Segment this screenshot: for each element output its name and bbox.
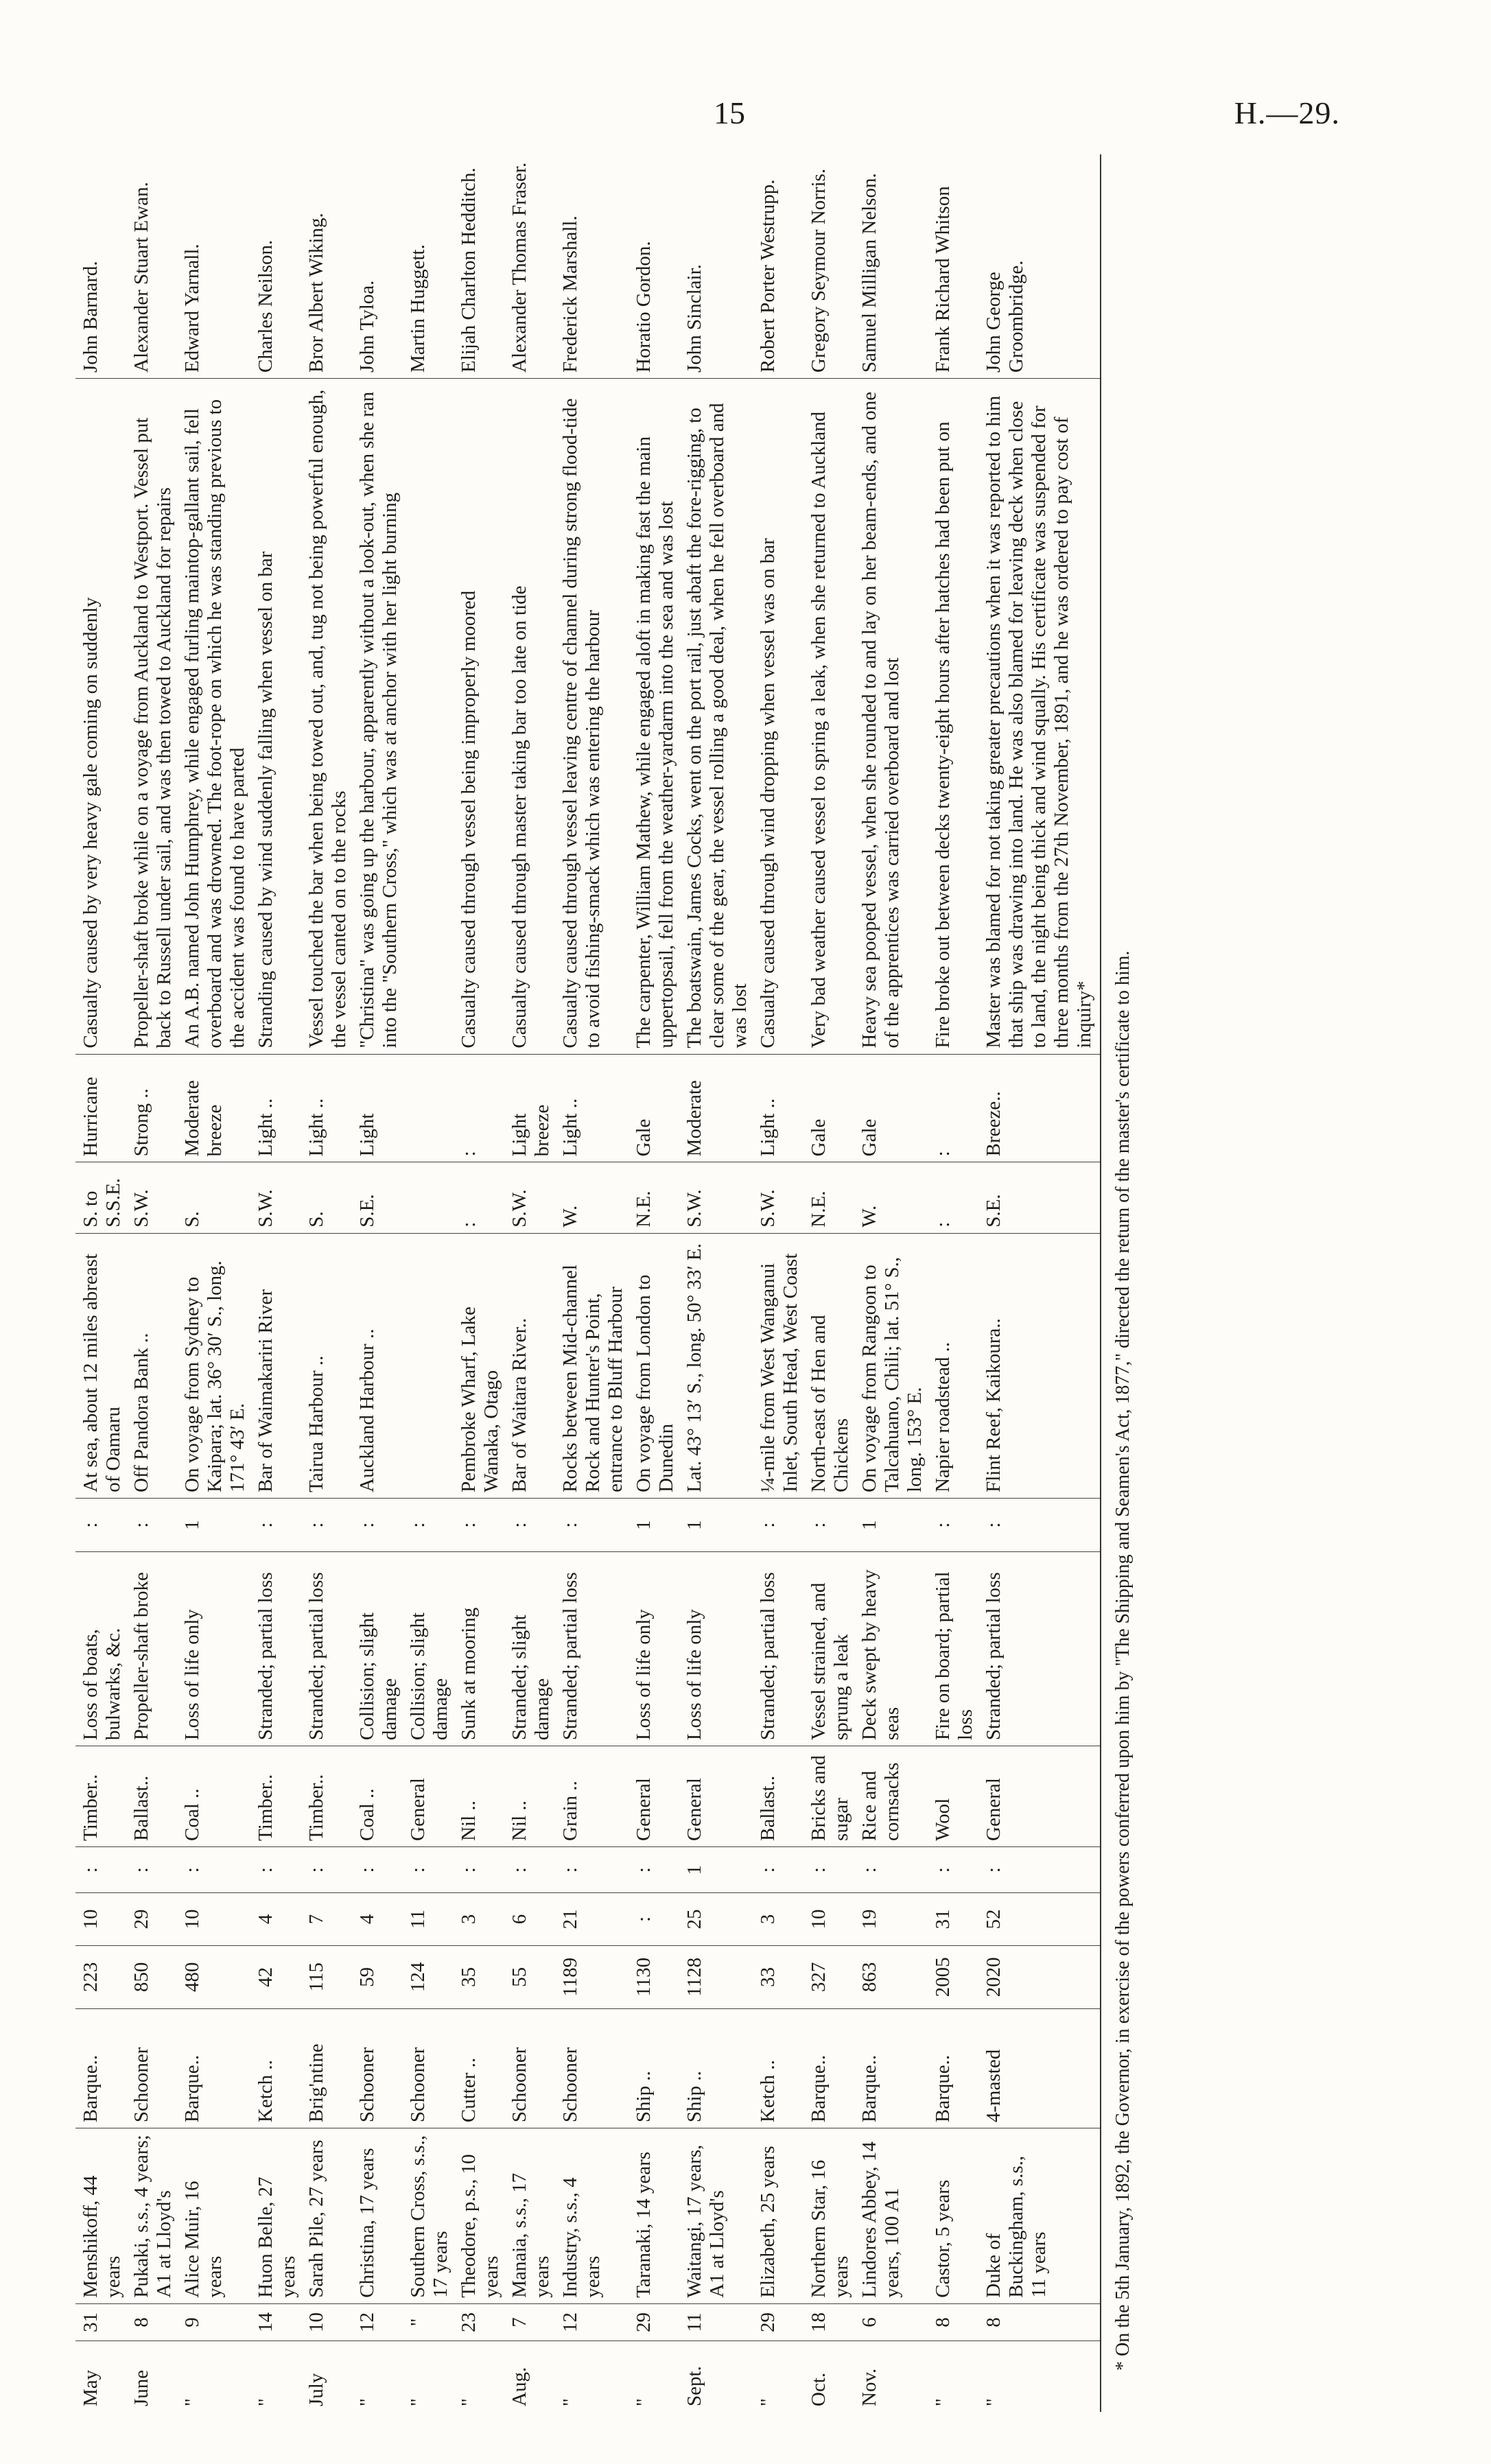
month-cell: June xyxy=(130,2369,152,2406)
table-row xyxy=(355,154,406,2412)
crew-cell: 52 xyxy=(981,1893,1101,1945)
crew-cell: 4 xyxy=(253,1893,304,1945)
passengers-cell: : xyxy=(75,1846,129,1892)
rig-cell: Schooner xyxy=(406,2009,456,2128)
lives-lost-cell: 1 xyxy=(180,1498,253,1551)
tonnage-cell: 115 xyxy=(304,1945,355,2008)
day-cell: 10 xyxy=(304,2303,355,2340)
cargo-cell: Wool xyxy=(930,1746,981,1847)
lives-lost-cell: : xyxy=(406,1498,456,1551)
table-row xyxy=(981,154,1101,2412)
month-cell: Aug. xyxy=(508,2367,530,2406)
casualty-table xyxy=(75,154,1101,2412)
passengers-cell: : xyxy=(507,1846,558,1892)
lives-lost-cell: : xyxy=(981,1498,1101,1551)
wind-direction-cell: S.W. xyxy=(253,1162,304,1233)
month-cell: " xyxy=(255,2398,277,2406)
vessel-cell: Northern Star, 16 years xyxy=(806,2128,857,2304)
lives-lost-cell: : xyxy=(930,1498,981,1551)
rotated-table-container xyxy=(75,154,1413,2412)
place-cell xyxy=(406,1233,456,1498)
month-cell: Nov. xyxy=(858,2368,880,2406)
vessel-cell: Lindores Abbey, 14 years, 100 A1 xyxy=(857,2128,930,2304)
tonnage-cell: 2020 xyxy=(981,1945,1101,2008)
nature-cell: Stranded; partial loss xyxy=(253,1552,304,1746)
nature-cell: Vessel strained, and sprung a leak xyxy=(806,1552,857,1746)
lives-lost-cell: : xyxy=(507,1498,558,1551)
nature-cell: Stranded; partial loss xyxy=(755,1552,806,1746)
rig-cell: 4-masted xyxy=(981,2009,1101,2128)
day-cell: 18 xyxy=(806,2303,857,2340)
wind-direction-cell: S.E. xyxy=(355,1162,406,1233)
passengers-cell: : xyxy=(755,1846,806,1892)
nature-cell: Collision; slight damage xyxy=(406,1552,456,1746)
wind-force-cell: Strong .. xyxy=(129,1054,180,1162)
wind-force-cell: Light breeze xyxy=(507,1054,558,1162)
table-row xyxy=(180,154,253,2412)
lives-lost-cell: : xyxy=(304,1498,355,1551)
rig-cell: Ketch .. xyxy=(253,2009,304,2128)
place-cell: At sea, about 12 miles abreast of Oamaru xyxy=(75,1233,129,1498)
wind-direction-cell: S.W. xyxy=(507,1162,558,1233)
wind-force-cell xyxy=(406,1054,456,1162)
tonnage-cell: 863 xyxy=(857,1945,930,2008)
officer-cell: Gregory Seymour Norris. xyxy=(806,154,857,379)
day-cell: 29 xyxy=(755,2303,806,2340)
table-row xyxy=(304,154,355,2412)
nature-cell: Fire on board; partial loss xyxy=(930,1552,981,1746)
table-row xyxy=(406,154,456,2412)
wind-force-cell: Gale xyxy=(631,1054,682,1162)
cause-cell xyxy=(406,379,456,1055)
rig-cell: Barque.. xyxy=(930,2009,981,2128)
lives-lost-cell: : xyxy=(755,1498,806,1551)
place-cell: On voyage from Rangoon to Talcahuano, Chili; lat. 51° S., long. 153° E. xyxy=(857,1233,930,1498)
cargo-cell: General xyxy=(682,1746,755,1847)
vessel-cell: Sarah Pile, 27 years xyxy=(304,2128,355,2304)
rig-cell: Brig'ntine xyxy=(304,2009,355,2128)
nature-cell: Loss of boats, bulwarks, &c. xyxy=(75,1552,129,1746)
crew-cell: 3 xyxy=(755,1893,806,1945)
tonnage-cell: 850 xyxy=(129,1945,180,2008)
vessel-cell: Christina, 17 years xyxy=(355,2128,406,2304)
series-number: H.—29. xyxy=(1234,95,1340,130)
cause-cell: Casualty caused through vessel leaving centre of channel during strong flood-tide to avoid fishing-smack which was entering the harbour xyxy=(558,379,631,1055)
tonnage-cell: 223 xyxy=(75,1945,129,2008)
nature-cell: Stranded; partial loss xyxy=(981,1552,1101,1746)
place-cell: ¼-mile from West Wanganui Inlet, South Head, West Coast xyxy=(755,1233,806,1498)
cargo-cell: General xyxy=(981,1746,1101,1847)
month-cell: " xyxy=(757,2398,779,2406)
passengers-cell: : xyxy=(857,1846,930,1892)
vessel-cell: Alice Muir, 16 years xyxy=(180,2128,253,2304)
officer-cell: John George Groombridge. xyxy=(981,154,1101,379)
cause-cell: Stranding caused by wind suddenly falling when vessel on bar xyxy=(253,379,304,1055)
rig-cell: Cutter .. xyxy=(456,2009,507,2128)
nature-cell: Propeller-shaft broke xyxy=(129,1552,180,1746)
lives-lost-cell: : xyxy=(806,1498,857,1551)
table-row xyxy=(75,154,129,2412)
officer-cell: Elijah Charlton Hedditch. xyxy=(456,154,507,379)
crew-cell: 6 xyxy=(507,1893,558,1945)
crew-cell: 29 xyxy=(129,1893,180,1945)
lives-lost-cell: : xyxy=(75,1498,129,1551)
rig-cell: Schooner xyxy=(129,2009,180,2128)
crew-cell: 11 xyxy=(406,1893,456,1945)
officer-cell: Frank Richard Whitson xyxy=(930,154,981,379)
month-cell: " xyxy=(932,2398,954,2406)
month-cell: May xyxy=(80,2369,102,2406)
cargo-cell: General xyxy=(406,1746,456,1847)
passengers-cell: : xyxy=(981,1846,1101,1892)
passengers-cell: : xyxy=(558,1846,631,1892)
rig-cell: Ship .. xyxy=(682,2009,755,2128)
passengers-cell: : xyxy=(930,1846,981,1892)
place-cell: Tairua Harbour .. xyxy=(304,1233,355,1498)
crew-cell: 31 xyxy=(930,1893,981,1945)
lives-lost-cell: : xyxy=(558,1498,631,1551)
nature-cell: Loss of life only xyxy=(682,1552,755,1746)
place-cell: On voyage from Sydney to Kaipara; lat. 36° 30′ S., long. 171° 43′ E. xyxy=(180,1233,253,1498)
nature-cell: Deck swept by heavy seas xyxy=(857,1552,930,1746)
officer-cell: John Tyloa. xyxy=(355,154,406,379)
vessel-cell: Elizabeth, 25 years xyxy=(755,2128,806,2304)
passengers-cell: 1 xyxy=(682,1846,755,1892)
month-cell: July xyxy=(305,2373,327,2406)
cargo-cell: Timber.. xyxy=(75,1746,129,1847)
wind-direction-cell: S. xyxy=(180,1162,253,1233)
day-cell: 7 xyxy=(507,2303,558,2340)
crew-cell: : xyxy=(631,1893,682,1945)
wind-force-cell: Light .. xyxy=(558,1054,631,1162)
wind-direction-cell: S. xyxy=(304,1162,355,1233)
cargo-cell: Bricks and sugar xyxy=(806,1746,857,1847)
passengers-cell: : xyxy=(456,1846,507,1892)
wind-direction-cell: N.E. xyxy=(631,1162,682,1233)
month-cell: " xyxy=(458,2398,480,2406)
table-row xyxy=(129,154,180,2412)
vessel-cell: Southern Cross, s.s., 17 years xyxy=(406,2128,456,2304)
day-cell: 9 xyxy=(180,2303,253,2340)
nature-cell: Sunk at mooring xyxy=(456,1552,507,1746)
wind-force-cell: Moderate breeze xyxy=(180,1054,253,1162)
table-row xyxy=(857,154,930,2412)
officer-cell: Robert Porter Westrupp. xyxy=(755,154,806,379)
rig-cell: Barque.. xyxy=(806,2009,857,2128)
rig-cell: Ketch .. xyxy=(755,2009,806,2128)
passengers-cell: : xyxy=(406,1846,456,1892)
wind-force-cell: : xyxy=(930,1054,981,1162)
officer-cell: Frederick Marshall. xyxy=(558,154,631,379)
cause-cell: Casualty caused through vessel being improperly moored xyxy=(456,379,507,1055)
wind-direction-cell: S.W. xyxy=(755,1162,806,1233)
tonnage-cell: 59 xyxy=(355,1945,406,2008)
officer-cell: Alexander Stuart Ewan. xyxy=(129,154,180,379)
wind-force-cell: Light .. xyxy=(253,1054,304,1162)
table-row xyxy=(507,154,558,2412)
vessel-cell: Taranaki, 14 years xyxy=(631,2128,682,2304)
passengers-cell: : xyxy=(631,1846,682,1892)
month-cell: " xyxy=(981,2341,1101,2412)
month-cell: Sept. xyxy=(683,2366,705,2406)
day-cell: 12 xyxy=(355,2303,406,2340)
officer-cell: Bror Albert Wiking. xyxy=(304,154,355,379)
footnote: * On the 5th January, 1892, the Governor, in exercise of the powers conferred upon him by "The Shipping and Seamen's Act, 1877," directed the return of the master's certificate to him. xyxy=(1112,950,1134,2371)
vessel-cell: Huon Belle, 27 years xyxy=(253,2128,304,2304)
rig-cell: Schooner xyxy=(558,2009,631,2128)
passengers-cell: : xyxy=(129,1846,180,1892)
crew-cell: 25 xyxy=(682,1893,755,1945)
nature-cell: Stranded; slight damage xyxy=(507,1552,558,1746)
tonnage-cell: 2005 xyxy=(930,1945,981,2008)
cause-cell: "Christina" was going up the harbour, apparently without a look-out, when she ran into the "Southern Cross," which was at anchor with her light burning xyxy=(355,379,406,1055)
place-cell: Napier roadstead .. xyxy=(930,1233,981,1498)
rig-cell: Barque.. xyxy=(180,2009,253,2128)
wind-force-cell: Light .. xyxy=(304,1054,355,1162)
table-row xyxy=(558,154,631,2412)
officer-cell: Horatio Gordon. xyxy=(631,154,682,379)
nature-cell: Loss of life only xyxy=(631,1552,682,1746)
place-cell: On voyage from London to Dunedin xyxy=(631,1233,682,1498)
officer-cell: Samuel Milligan Nelson. xyxy=(857,154,930,379)
lives-lost-cell: 1 xyxy=(857,1498,930,1551)
wind-force-cell: Light xyxy=(355,1054,406,1162)
officer-cell: Charles Neilson. xyxy=(253,154,304,379)
rig-cell: Barque.. xyxy=(857,2009,930,2128)
rig-cell: Schooner xyxy=(355,2009,406,2128)
lives-lost-cell: : xyxy=(456,1498,507,1551)
cargo-cell: Ballast.. xyxy=(129,1746,180,1847)
officer-cell: John Sinclair. xyxy=(682,154,755,379)
cause-cell: Fire broke out between decks twenty-eight hours after hatches had been put on xyxy=(930,379,981,1055)
tonnage-cell: 1128 xyxy=(682,1945,755,2008)
tonnage-cell: 33 xyxy=(755,1945,806,2008)
cause-cell: The carpenter, William Mathew, while engaged aloft in making fast the main uppertopsail, fell from the weather-yardarm into the sea and was lost xyxy=(631,379,682,1055)
lives-lost-cell: : xyxy=(253,1498,304,1551)
tonnage-cell: 1189 xyxy=(558,1945,631,2008)
wind-force-cell: Hurricane xyxy=(75,1054,129,1162)
crew-cell: 7 xyxy=(304,1893,355,1945)
cause-cell: Casualty caused through master taking bar too late on tide xyxy=(507,379,558,1055)
month-cell: " xyxy=(407,2398,429,2406)
lives-lost-cell: : xyxy=(355,1498,406,1551)
officer-cell: Martin Huggett. xyxy=(406,154,456,379)
nature-cell: Stranded; partial loss xyxy=(304,1552,355,1746)
lives-lost-cell: : xyxy=(129,1498,180,1551)
vessel-cell: Menshikoff, 44 years xyxy=(75,2128,129,2304)
tonnage-cell: 35 xyxy=(456,1945,507,2008)
lives-lost-cell: 1 xyxy=(682,1498,755,1551)
wind-direction-cell: : xyxy=(930,1162,981,1233)
passengers-cell: : xyxy=(806,1846,857,1892)
nature-cell: Collision; slight damage xyxy=(355,1552,406,1746)
wind-direction-cell: W. xyxy=(558,1162,631,1233)
wind-direction-cell: S.E. xyxy=(981,1162,1101,1233)
cargo-cell: Nil .. xyxy=(456,1746,507,1847)
cause-cell: The boatswain, James Cocks, went on the port rail, just abaft the fore-rigging, to clear some of the gear, the vessel rolling a good deal, when he fell overboard and was lost xyxy=(682,379,755,1055)
place-cell: Pembroke Wharf, Lake Wanaka, Otago xyxy=(456,1233,507,1498)
place-cell: Flint Reef, Kaikoura.. xyxy=(981,1233,1101,1498)
cargo-cell: Rice and cornsacks xyxy=(857,1746,930,1847)
place-cell: Rocks between Mid-channel Rock and Hunter's Point, entrance to Bluff Harbour xyxy=(558,1233,631,1498)
crew-cell: 10 xyxy=(180,1893,253,1945)
crew-cell: 10 xyxy=(806,1893,857,1945)
cause-cell: Heavy sea pooped vessel, when she rounded to and lay on her beam-ends, and one of the apprentices was carried overboard and lost xyxy=(857,379,930,1055)
place-cell: North-east of Hen and Chickens xyxy=(806,1233,857,1498)
wind-force-cell: Breeze.. xyxy=(981,1054,1101,1162)
vessel-cell: Duke of Buckingham, s.s., 11 years xyxy=(981,2128,1101,2304)
tonnage-cell: 124 xyxy=(406,1945,456,2008)
officer-cell: John Barnard. xyxy=(75,154,129,379)
cargo-cell: General xyxy=(631,1746,682,1847)
table-row xyxy=(253,154,304,2412)
crew-cell: 10 xyxy=(75,1893,129,1945)
cargo-cell: Coal .. xyxy=(180,1746,253,1847)
tonnage-cell: 480 xyxy=(180,1945,253,2008)
cargo-cell: Coal .. xyxy=(355,1746,406,1847)
place-cell: Bar of Waitara River.. xyxy=(507,1233,558,1498)
wind-direction-cell: W. xyxy=(857,1162,930,1233)
day-cell: 29 xyxy=(631,2303,682,2340)
table-row xyxy=(456,154,507,2412)
wind-force-cell: : xyxy=(456,1054,507,1162)
nature-cell: Loss of life only xyxy=(180,1552,253,1746)
table-body xyxy=(75,154,1101,2412)
day-cell: 12 xyxy=(558,2303,631,2340)
vessel-cell: Manaia, s.s., 17 years xyxy=(507,2128,558,2304)
wind-direction-cell: S. to S.S.E. xyxy=(75,1162,129,1233)
crew-cell: 19 xyxy=(857,1893,930,1945)
month-cell: " xyxy=(559,2398,581,2406)
page-number: 15 xyxy=(714,95,745,130)
crew-cell: 4 xyxy=(355,1893,406,1945)
day-cell: 6 xyxy=(857,2303,930,2340)
month-cell: " xyxy=(181,2398,203,2406)
rig-cell: Ship .. xyxy=(631,2009,682,2128)
wind-force-cell: Gale xyxy=(806,1054,857,1162)
table-row xyxy=(806,154,857,2412)
month-cell: " xyxy=(356,2398,378,2406)
wind-direction-cell: : xyxy=(456,1162,507,1233)
place-cell: Auckland Harbour .. xyxy=(355,1233,406,1498)
cargo-cell: Timber.. xyxy=(253,1746,304,1847)
vessel-cell: Castor, 5 years xyxy=(930,2128,981,2304)
lives-lost-cell: 1 xyxy=(631,1498,682,1551)
rig-cell: Barque.. xyxy=(75,2009,129,2128)
cargo-cell: Ballast.. xyxy=(755,1746,806,1847)
officer-cell: Edward Yarnall. xyxy=(180,154,253,379)
crew-cell: 21 xyxy=(558,1893,631,1945)
wind-force-cell: Light .. xyxy=(755,1054,806,1162)
passengers-cell: : xyxy=(304,1846,355,1892)
cause-cell: An A.B. named John Humphrey, while engaged furling maintop-gallant sail, fell overboard and was drowned. The foot-rope on which he was standing previous to the accident was found to have parted xyxy=(180,379,253,1055)
cargo-cell: Timber.. xyxy=(304,1746,355,1847)
month-cell: Oct. xyxy=(808,2372,830,2406)
cargo-cell: Nil .. xyxy=(507,1746,558,1847)
month-cell: " xyxy=(633,2398,655,2406)
table-row xyxy=(755,154,806,2412)
vessel-cell: Pukaki, s.s., 4 years; A1 at Lloyd's xyxy=(129,2128,180,2304)
cause-cell: Vessel touched the bar when being towed out, and, tug not being powerful enough, the vessel canted on to the rocks xyxy=(304,379,355,1055)
day-cell: 8 xyxy=(129,2303,180,2340)
passengers-cell: : xyxy=(180,1846,253,1892)
tonnage-cell: 42 xyxy=(253,1945,304,2008)
officer-cell: Alexander Thomas Fraser. xyxy=(507,154,558,379)
tonnage-cell: 1130 xyxy=(631,1945,682,2008)
day-cell: 14 xyxy=(253,2303,304,2340)
crew-cell: 3 xyxy=(456,1893,507,1945)
cause-cell: Propeller-shaft broke while on a voyage from Auckland to Westport. Vessel put back to Russell under sail, and was then towed to Auckland for repairs xyxy=(129,379,180,1055)
tonnage-cell: 55 xyxy=(507,1945,558,2008)
day-cell: 31 xyxy=(75,2303,129,2340)
passengers-cell: : xyxy=(355,1846,406,1892)
passengers-cell: : xyxy=(253,1846,304,1892)
wind-force-cell: Gale xyxy=(857,1054,930,1162)
day-cell: 23 xyxy=(456,2303,507,2340)
table-row xyxy=(682,154,755,2412)
day-cell: 8 xyxy=(981,2303,1101,2340)
cargo-cell: Grain .. xyxy=(558,1746,631,1847)
wind-force-cell: Moderate xyxy=(682,1054,755,1162)
place-cell: Lat. 43° 13′ S., long. 50° 33′ E. xyxy=(682,1233,755,1498)
day-cell: 8 xyxy=(930,2303,981,2340)
wind-direction-cell xyxy=(406,1162,456,1233)
tonnage-cell: 327 xyxy=(806,1945,857,2008)
cause-cell: Casualty caused by very heavy gale coming on suddenly xyxy=(75,379,129,1055)
wind-direction-cell: N.E. xyxy=(806,1162,857,1233)
vessel-cell: Waitangi, 17 years, A1 at Lloyd's xyxy=(682,2128,755,2304)
nature-cell: Stranded; partial loss xyxy=(558,1552,631,1746)
rig-cell: Schooner xyxy=(507,2009,558,2128)
wind-direction-cell: S.W. xyxy=(129,1162,180,1233)
cause-cell: Casualty caused through wind dropping when vessel was on bar xyxy=(755,379,806,1055)
table-row xyxy=(631,154,682,2412)
vessel-cell: Theodore, p.s., 10 years xyxy=(456,2128,507,2304)
place-cell: Bar of Waimakariri River xyxy=(253,1233,304,1498)
cause-cell: Master was blamed for not taking greater precautions when it was reported to him that ship was drawing into land. He was also blamed for leaving deck when close to land, the night being thick and wind squally. His certificate was suspended for three months from the 27th November, 1891, and he was ordered to pay cost of inquiry* xyxy=(981,379,1101,1055)
day-cell: " xyxy=(406,2303,456,2340)
day-cell: 11 xyxy=(682,2303,755,2340)
vessel-cell: Industry, s.s., 4 years xyxy=(558,2128,631,2304)
place-cell: Off Pandora Bank .. xyxy=(129,1233,180,1498)
table-row xyxy=(930,154,981,2412)
wind-direction-cell: S.W. xyxy=(682,1162,755,1233)
cause-cell: Very bad weather caused vessel to spring a leak, when she returned to Auckland xyxy=(806,379,857,1055)
